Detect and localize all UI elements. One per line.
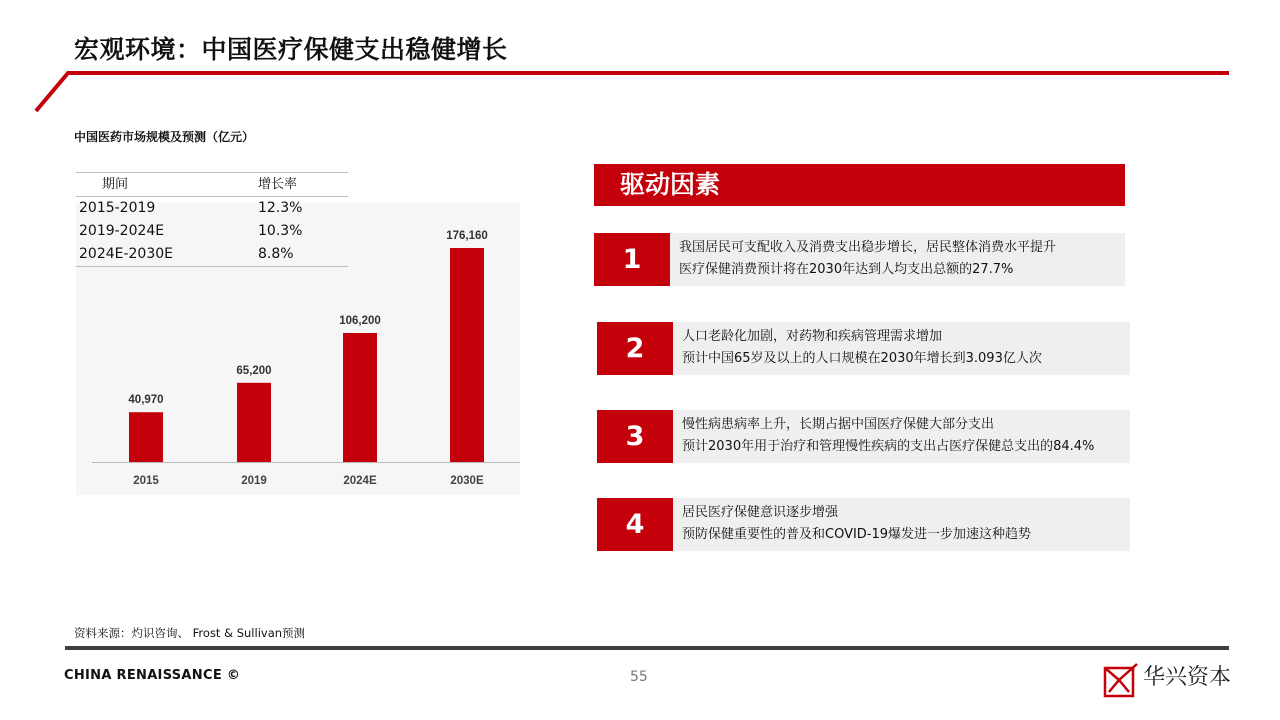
driver-number: 3 (597, 410, 673, 463)
source-note: 资料来源：灼识咨询、 Frost & Sullivan预测 (74, 626, 306, 640)
china-renaissance-logo-icon (1103, 662, 1139, 698)
growth-table-period: 2015-2019 (79, 200, 156, 216)
drivers-section-header: 驱动因素 (594, 164, 1125, 206)
chart-title: 中国医药市场规模及预测（亿元） (74, 130, 255, 144)
driver-text-box (673, 322, 1130, 375)
driver-line-1: 我国居民可支配收入及消费支出稳步增长，居民整体消费水平提升 (679, 240, 1057, 255)
driver-number: 1 (594, 233, 670, 286)
growth-table-period: 2019-2024E (79, 223, 165, 239)
page-number: 55 (630, 669, 648, 685)
driver-item-3 (597, 410, 1130, 463)
driver-number: 2 (597, 322, 673, 375)
growth-table-rate: 12.3% (258, 200, 303, 216)
bar-value-label: 65,200 (236, 364, 272, 377)
driver-item-4 (597, 498, 1130, 551)
driver-line-2: 预计2030年用于治疗和管理慢性疾病的支出占医疗保健总支出的84.4% (682, 439, 1095, 454)
driver-text-box (670, 233, 1125, 286)
driver-line-1: 人口老龄化加剧，对药物和疾病管理需求增加 (682, 329, 943, 344)
x-tick-label: 2019 (241, 475, 267, 487)
growth-table-period: 2024E-2030E (79, 246, 174, 262)
footer-divider (65, 646, 1229, 650)
growth-rate-table (76, 172, 348, 267)
driver-line-2: 预防保健重要性的普及和COVID-19爆发进一步加速这种趋势 (682, 527, 1032, 542)
driver-number: 4 (597, 498, 673, 551)
title-underline (0, 0, 1280, 120)
driver-line-2: 医疗保健消费预计将在2030年达到人均支出总额的27.7% (679, 262, 1014, 277)
bar-2030E (450, 248, 484, 462)
driver-line-1: 居民医疗保健意识逐步增强 (682, 505, 839, 520)
driver-item-2 (597, 322, 1130, 375)
growth-table-row (76, 220, 348, 243)
driver-line-2: 预计中国65岁及以上的人口规模在2030年增长到3.093亿人次 (682, 351, 1042, 366)
growth-table-header (76, 172, 348, 197)
x-tick-label: 2030E (450, 475, 484, 487)
bar-2019 (237, 383, 271, 462)
growth-table-rate: 10.3% (258, 223, 303, 239)
driver-line-1: 慢性病患病率上升，长期占据中国医疗保健大部分支出 (682, 417, 995, 432)
growth-table-header-rate: 增长率 (258, 177, 298, 192)
growth-table-header-period: 期间 (102, 177, 129, 192)
driver-item-1 (594, 233, 1125, 286)
growth-table-row (76, 243, 348, 267)
bar-value-label: 40,970 (128, 394, 164, 407)
driver-text-box (673, 498, 1130, 551)
company-copyright: CHINA RENAISSANCE © (64, 668, 241, 683)
growth-table-rate: 8.8% (258, 246, 294, 262)
bar-value-label: 106,200 (339, 314, 381, 327)
driver-text-box (673, 410, 1130, 463)
x-tick-label: 2024E (343, 475, 377, 487)
bar-2024E (343, 333, 377, 462)
bar-value-label: 176,160 (446, 230, 488, 242)
logo-wordmark: 华兴资本 (1143, 665, 1232, 690)
page-title: 宏观环境：中国医疗保健支出稳健增长 (74, 35, 508, 64)
bar-2015 (129, 412, 163, 462)
growth-table-row (76, 197, 348, 220)
x-tick-label: 2015 (133, 475, 159, 487)
